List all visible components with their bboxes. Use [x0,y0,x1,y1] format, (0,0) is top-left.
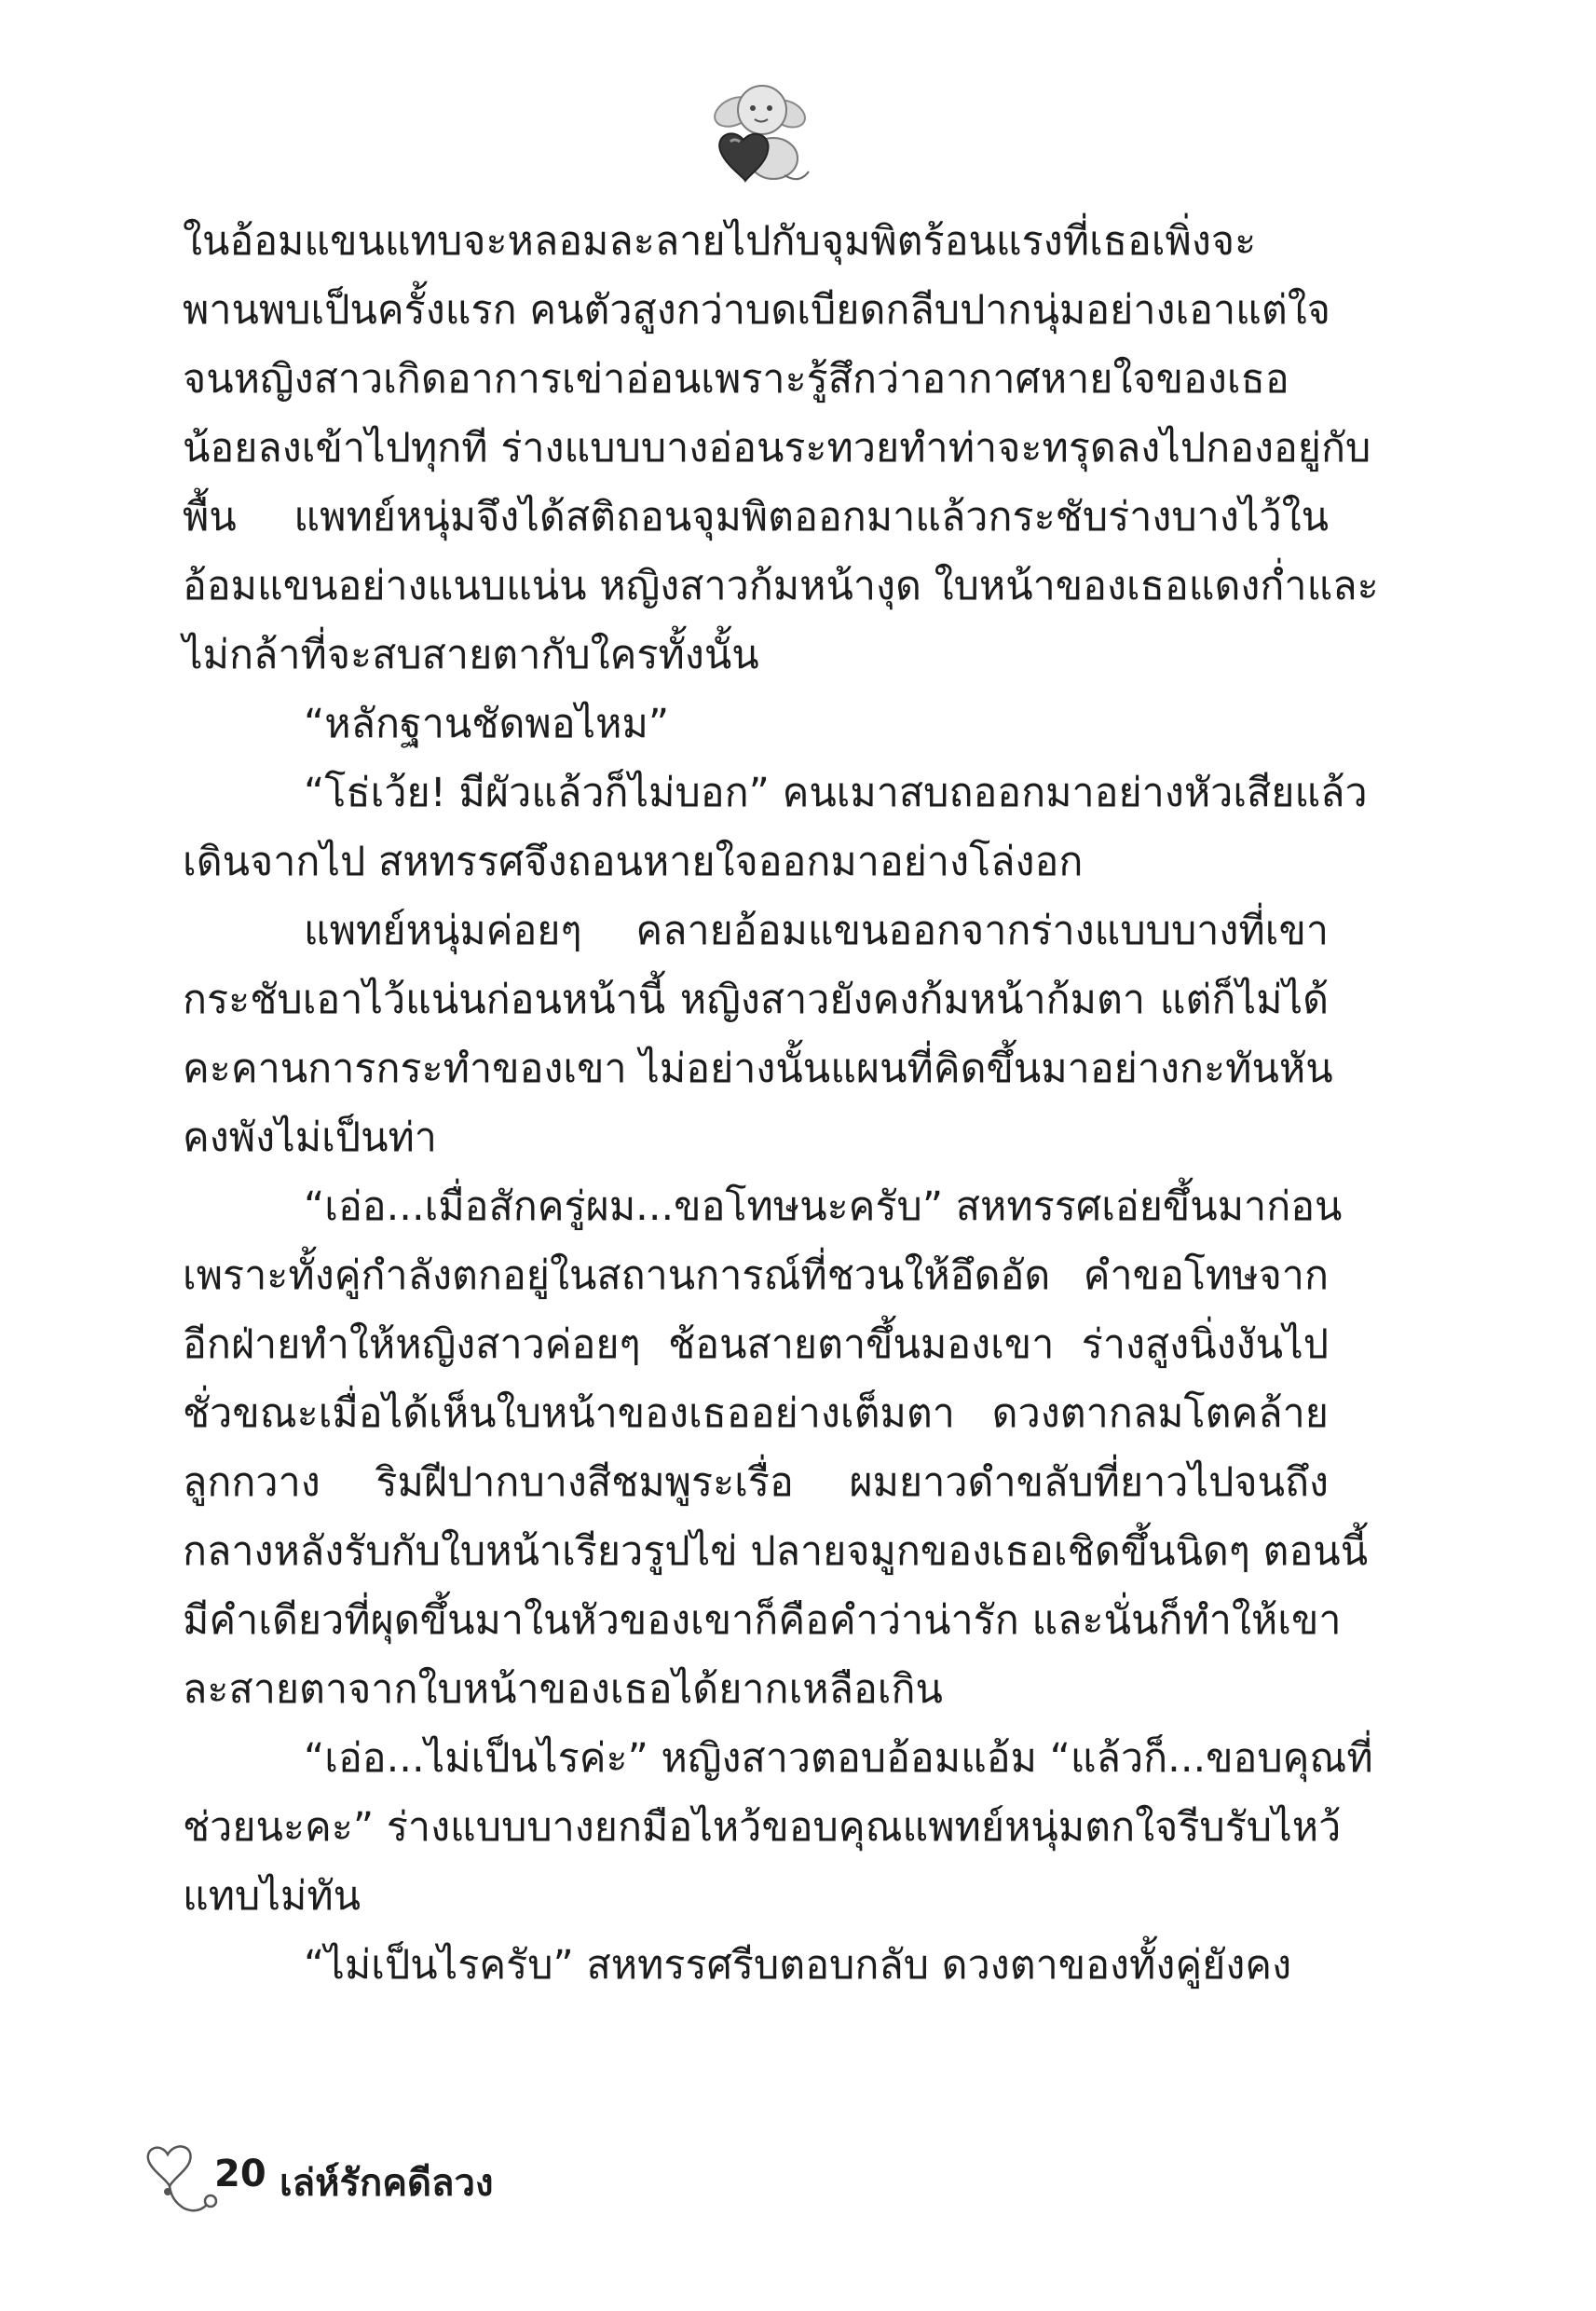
text-line: กระชับเอาไว้แน่นก่อนหน้านี้ หญิงสาวยังคงก้มหน้าก้มตา แต่ก็ไม่ได้ [183,977,1329,1023]
paragraph [183,1724,1373,1931]
paragraph [183,759,1368,896]
text-line: แพทย์หนุ่มค่อยๆ คลายอ้อมแขนออกจากร่างแบบบางที่เขา [304,908,1329,954]
paragraph [183,207,1379,690]
text-line: ชั่วขณะเมื่อได้เห็นใบหน้าของเธออย่างเต็มตา ดวงตากลมโตคล้าย [183,1390,1329,1437]
text-line: “หลักฐานชัดพอไหม” [304,701,670,747]
text-line: ช่วยนะคะ” ร่างแบบบางยกมือไหว้ขอบคุณแพทย์หนุ่มตกใจรีบรับไหว้ [183,1804,1342,1851]
text-line: กลางหลังรับกับใบหน้าเรียวรูปไข่ ปลายจมูกของเธอเชิดขึ้นนิดๆ ตอนนี้ [183,1528,1369,1575]
text-line: พานพบเป็นครั้งแรก คนตัวสูงกว่าบดเบียดกลีบปากนุ่มอย่างเอาแต่ใจ [183,287,1330,334]
text-line: คะคานการกระทำของเขา ไม่อย่างนั้นแผนที่คิดขึ้นมาอย่างกะทันหัน [183,1046,1333,1092]
text-line: “ไม่เป็นไรครับ” สหทรรศรีบตอบกลับ ดวงตาของทั้งคู่ยังคง [304,1942,1292,1989]
text-line: พื้น แพทย์หนุ่มจึงได้สติถอนจุมพิตออกมาแล้วกระชับร่างบางไว้ใน [183,494,1329,540]
book-title: เล่ห์รักคดีลวง [280,2162,494,2205]
text-line: ไม่กล้าที่จะสบสายตากับใครทั้งนั้น [183,632,759,678]
body-text [183,207,1379,2000]
paragraph [183,896,1333,1172]
text-line: อีกฝ่ายทำให้หญิงสาวค่อยๆ ช้อนสายตาขึ้นมองเขา ร่างสูงนิ่งงันไป [183,1321,1329,1368]
cupid-with-heart-icon [699,75,820,196]
text-line: จนหญิงสาวเกิดอาการเข่าอ่อนเพราะรู้สึกว่าอากาศหายใจของเธอ [183,356,1289,403]
text-line: แทบไม่ทัน [183,1873,361,1920]
text-line: ในอ้อมแขนแทบจะหลอมละลายไปกับจุมพิตร้อนแรงที่เธอเพิ่งจะ [183,218,1257,265]
text-line: เพราะทั้งคู่กำลังตกอยู่ในสถานการณ์ที่ชวนให้อึดอัด คำขอโทษจาก [183,1252,1329,1299]
paragraph [183,690,1329,759]
text-line: มีคำเดียวที่ผุดขึ้นมาในหัวของเขาก็คือคำว่าน่ารัก และนั่นก็ทำให้เขา [183,1597,1342,1644]
text-line: ลูกกวาง ริมฝีปากบางสีชมพูระเรื่อ ผมยาวดำขลับที่ยาวไปจนถึง [183,1459,1329,1506]
text-line: ละสายตาจากใบหน้าของเธอได้ยากเหลือเกิน [183,1666,943,1713]
text-line: เดินจากไป สหทรรศจึงถอนหายใจออกมาอย่างโล่งอก [183,839,1084,885]
text-line: อ้อมแขนอย่างแนบแน่น หญิงสาวก้มหน้างุด ใบหน้าของเธอแดงก่ำและ [183,563,1379,609]
page-number: 20 [214,2153,266,2195]
paragraph [183,1172,1369,1724]
page-footer [140,2134,792,2218]
text-line: “เอ่อ...เมื่อสักครู่ผม...ขอโทษนะครับ” สหทรรศเอ่ยขึ้นมาก่อน [304,1183,1343,1230]
paragraph [183,1931,1329,2000]
text-line: คงพังไม่เป็นท่า [183,1114,437,1161]
stethoscope-heart-icon [140,2134,224,2218]
text-line: “โธ่เว้ย! มีผัวแล้วก็ไม่บอก” คนเมาสบถออกมาอย่างหัวเสียแล้ว [304,770,1368,816]
text-line: “เอ่อ...ไม่เป็นไรค่ะ” หญิงสาวตอบอ้อมแอ้ม “แล้วก็...ขอบคุณที่ [304,1735,1373,1782]
text-line: น้อยลงเข้าไปทุกที ร่างแบบบางอ่อนระทวยทำท่าจะทรุดลงไปกองอยู่กับ [183,425,1371,472]
